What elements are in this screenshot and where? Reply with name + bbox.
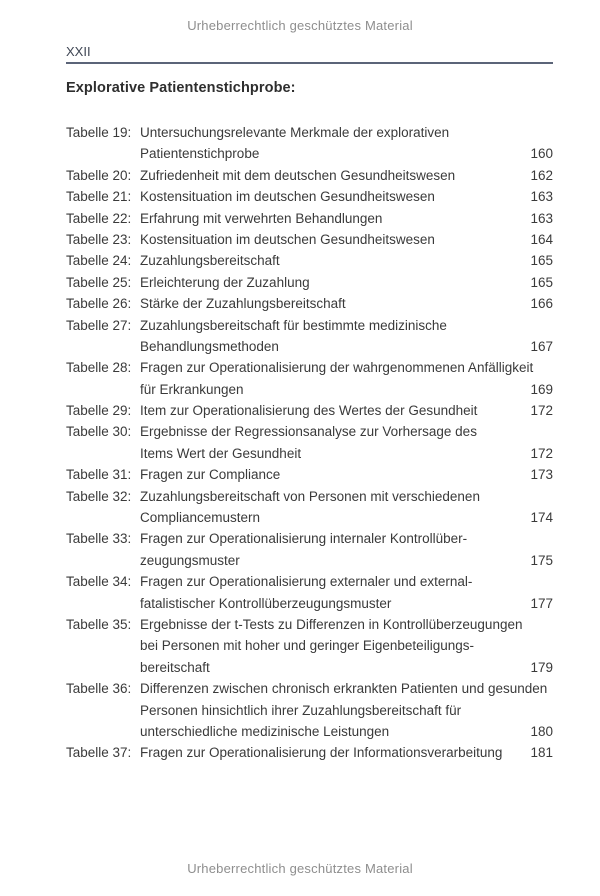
toc-entry-title-line: Fragen zur Operationalisierung internaler Kontrollüber-	[140, 531, 468, 547]
toc-entry-label: Tabelle 34:	[66, 574, 132, 590]
toc-entry-line	[66, 507, 553, 528]
toc-entry-title-line: Fragen zur Operationalisierung der Informationsverarbeitung	[140, 745, 503, 761]
toc-entry-page: 179	[530, 659, 553, 675]
toc-entry-line	[66, 464, 553, 485]
toc-entry-label: Tabelle 37:	[66, 745, 132, 761]
toc-entry-title-line: Personen hinsichtlich ihrer Zuzahlungsbereitschaft für	[140, 702, 462, 718]
toc-entry	[66, 293, 553, 314]
toc-entry-line	[66, 678, 553, 699]
page-content	[66, 45, 553, 764]
toc-entry-line	[66, 657, 553, 678]
toc-entry-line	[66, 635, 553, 656]
toc-entry-label: Tabelle 25:	[66, 274, 132, 290]
toc-entry-title-line: bei Personen mit hoher und geringer Eigenbeteiligungs-	[140, 638, 474, 654]
toc-entry-title-line: Erfahrung mit verwehrten Behandlungen	[140, 210, 383, 226]
header-rule	[66, 62, 553, 64]
toc-entry-page: 165	[530, 253, 553, 269]
toc-entry-page: 175	[530, 552, 553, 568]
toc-entry-page: 166	[530, 296, 553, 312]
toc-entry-line	[66, 400, 553, 421]
toc-entry-label: Tabelle 31:	[66, 467, 132, 483]
toc-entry-line	[66, 357, 553, 378]
toc-entry-title-line: Compliancemustern	[140, 510, 261, 526]
toc-entry-line	[66, 186, 553, 207]
toc-entry-label: Tabelle 26:	[66, 296, 132, 312]
toc-entry-line	[66, 379, 553, 400]
copyright-notice-bottom: Urheberrechtlich geschütztes Material	[187, 861, 413, 876]
toc-entry-line	[66, 165, 553, 186]
page-number-roman: XXII	[66, 44, 91, 59]
toc-entry-title-line: Untersuchungsrelevante Merkmale der explorativen	[140, 125, 450, 140]
toc-entry-title-line: fatalistischer Kontrollüberzeugungsmuster	[140, 595, 392, 611]
toc-entry-line	[66, 122, 553, 143]
toc-entry-page: 173	[530, 467, 553, 483]
copyright-notice-top: Urheberrechtlich geschütztes Material	[187, 18, 413, 33]
toc-entry-line	[66, 614, 553, 635]
toc-entry-title-line: bereitschaft	[140, 659, 210, 675]
toc-entry-title-line: Zufriedenheit mit dem deutschen Gesundheitswesen	[140, 167, 456, 183]
toc-entry-title-line: Patientenstichprobe	[140, 146, 260, 162]
toc-entry-label: Tabelle 33:	[66, 531, 132, 547]
toc-entry-line	[66, 208, 553, 229]
toc-entry-page: 181	[530, 745, 553, 761]
toc-entry-line	[66, 293, 553, 314]
toc-entry-page: 165	[530, 274, 553, 290]
toc-entry-page: 167	[530, 338, 553, 354]
toc-entry-label: Tabelle 21:	[66, 189, 132, 205]
toc-entry	[66, 528, 553, 571]
toc-entry-label: Tabelle 30:	[66, 424, 132, 440]
toc-entry	[66, 208, 553, 229]
table-of-contents	[66, 122, 553, 764]
toc-entry-label: Tabelle 20:	[66, 167, 132, 183]
toc-entry-title-line: zeugungsmuster	[140, 552, 240, 568]
toc-entry-page: 162	[530, 167, 553, 183]
toc-entry	[66, 421, 553, 464]
toc-entry-label: Tabelle 32:	[66, 488, 132, 504]
toc-entry-line	[66, 272, 553, 293]
toc-entry-title-line: Fragen zur Operationalisierung externaler und external-	[140, 574, 473, 590]
toc-entry	[66, 486, 553, 529]
toc-entry	[66, 400, 553, 421]
section-heading: Explorative Patientenstichprobe:	[66, 80, 296, 96]
toc-entry-title-line: für Erkrankungen	[140, 381, 244, 397]
toc-entry-label: Tabelle 22:	[66, 210, 132, 226]
toc-entry-page: 163	[530, 189, 553, 205]
toc-entry-page: 180	[530, 723, 553, 739]
toc-entry-title-line: Differenzen zwischen chronisch erkrankten Patienten und gesunden	[140, 681, 548, 697]
toc-entry-line	[66, 721, 553, 742]
toc-entry-title-line: Items Wert der Gesundheit	[140, 445, 302, 461]
toc-entry	[66, 571, 553, 614]
toc-entry-page: 172	[530, 403, 553, 419]
toc-entry-line	[66, 486, 553, 507]
toc-entry-title-line: Fragen zur Operationalisierung der wahrgenommenen Anfälligkeit	[140, 360, 534, 376]
toc-entry	[66, 229, 553, 250]
toc-entry-label: Tabelle 19:	[66, 125, 132, 140]
toc-entry-page: 163	[530, 210, 553, 226]
toc-entry-line	[66, 421, 553, 442]
toc-entry	[66, 357, 553, 400]
toc-entry-page: 160	[530, 146, 553, 162]
toc-entry-page: 169	[530, 381, 553, 397]
toc-entry-line	[66, 250, 553, 271]
toc-entry	[66, 165, 553, 186]
toc-entry	[66, 678, 553, 742]
toc-entry-label: Tabelle 28:	[66, 360, 132, 376]
toc-entry-label: Tabelle 35:	[66, 616, 132, 632]
toc-entry-title-line: Zuzahlungsbereitschaft von Personen mit verschiedenen	[140, 488, 480, 504]
toc-entry-page: 172	[530, 445, 553, 461]
toc-entry-title-line: Kostensituation im deutschen Gesundheitswesen	[140, 189, 435, 205]
toc-entry-title-line: Kostensituation im deutschen Gesundheitswesen	[140, 231, 435, 247]
toc-entry-title-line: Behandlungsmethoden	[140, 338, 279, 354]
toc-entry	[66, 122, 553, 165]
toc-entry	[66, 186, 553, 207]
toc-entry-label: Tabelle 29:	[66, 403, 132, 419]
toc-entry	[66, 315, 553, 358]
toc-entry-line	[66, 550, 553, 571]
toc-entry-line	[66, 528, 553, 549]
toc-entry-title-line: Item zur Operationalisierung des Wertes der Gesundheit	[140, 403, 478, 419]
toc-entry	[66, 742, 553, 763]
toc-entry-line	[66, 336, 553, 357]
toc-entry	[66, 272, 553, 293]
toc-entry-line	[66, 443, 553, 464]
toc-entry	[66, 464, 553, 485]
toc-entry-title-line: unterschiedliche medizinische Leistungen	[140, 723, 390, 739]
toc-entry-line	[66, 593, 553, 614]
toc-entry-line	[66, 742, 553, 763]
toc-entry-line	[66, 571, 553, 592]
toc-entry-title-line: Zuzahlungsbereitschaft	[140, 253, 280, 269]
toc-entry-page: 174	[530, 510, 553, 526]
toc-entry-label: Tabelle 23:	[66, 231, 132, 247]
toc-entry-title-line: Ergebnisse der t-Tests zu Differenzen in Kontrollüberzeugungen	[140, 616, 523, 632]
toc-entry-title-line: Erleichterung der Zuzahlung	[140, 274, 310, 290]
toc-entry-title-line: Fragen zur Compliance	[140, 467, 281, 483]
toc-entry-label: Tabelle 27:	[66, 317, 132, 333]
toc-entry-label: Tabelle 36:	[66, 681, 132, 697]
toc-entry-line	[66, 229, 553, 250]
toc-entry-title-line: Stärke der Zuzahlungsbereitschaft	[140, 296, 346, 312]
toc-entry-page: 177	[530, 595, 553, 611]
toc-entry-title-line: Zuzahlungsbereitschaft für bestimmte medizinische	[140, 317, 447, 333]
toc-entry-label: Tabelle 24:	[66, 253, 132, 269]
toc-entry	[66, 250, 553, 271]
toc-entry-title-line: Ergebnisse der Regressionsanalyse zur Vorhersage des	[140, 424, 477, 440]
toc-entry-page: 164	[530, 231, 553, 247]
toc-entry	[66, 614, 553, 678]
toc-entry-line	[66, 143, 553, 164]
toc-entry-line	[66, 315, 553, 336]
toc-entry-line	[66, 700, 553, 721]
